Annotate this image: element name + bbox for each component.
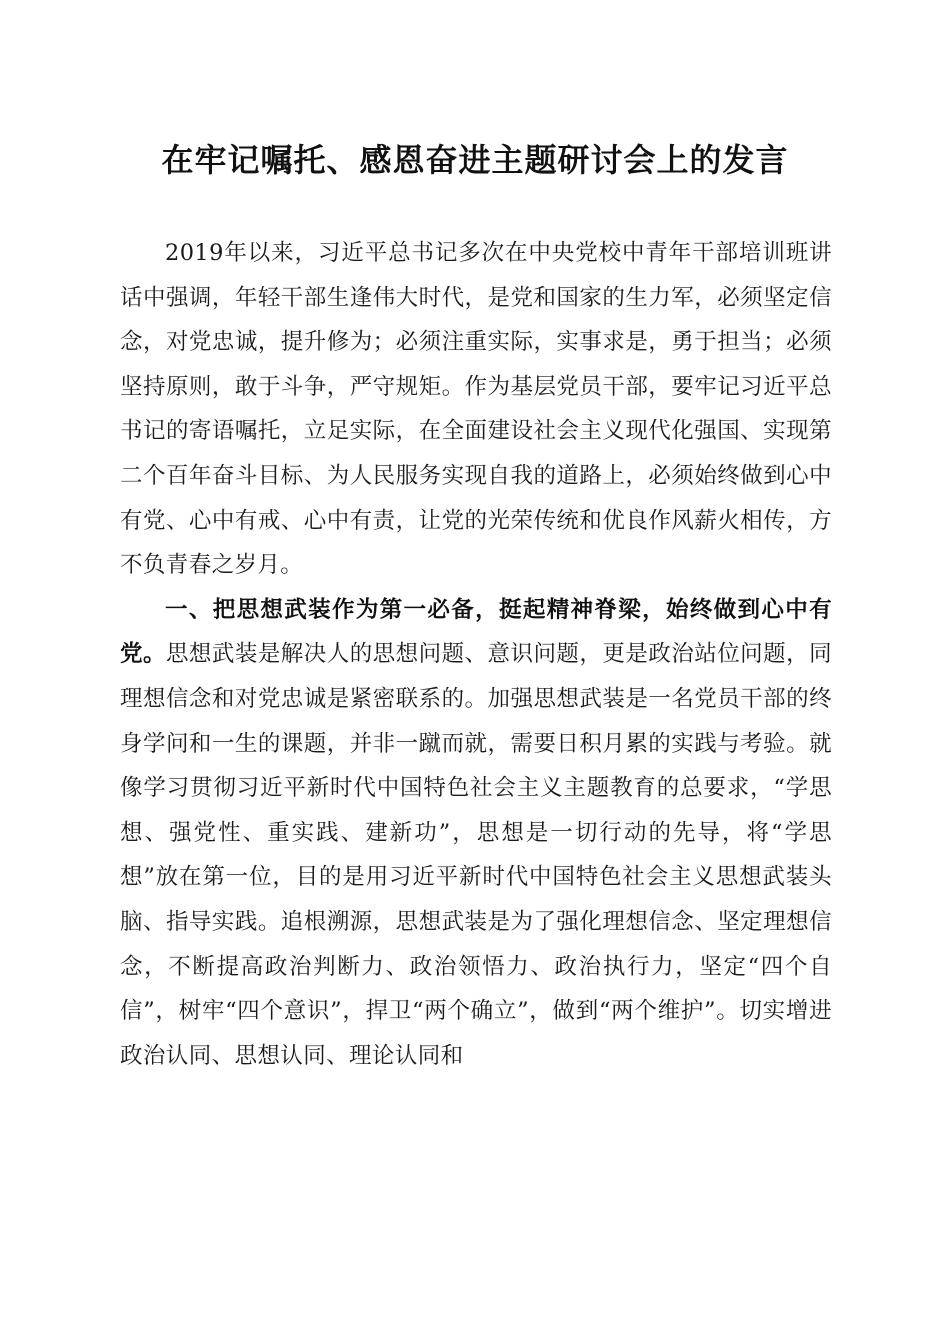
section-one-text: 思想武装是解决人的思想问题、意识问题，更是政治站位问题，同理想信念和对党忠诚是紧密联系的。加强思想武装是一名党员干部的终身学问和一生的课题，并非一蹴而就，需要日积月累的实践与考验。就像学习贯彻习近平新时代中国特色社会主义主题教育的总要求，“学思想、强党性、重实践、建新功”，思想是一切行动的先导，将“学思想”放在第一位，目的是用习近平新时代中国特色社会主义思想武装头脑、指导实践。追根溯源，思想武装是为了强化理想信念、坚定理想信念，不断提高政治判断力、政治领悟力、政治执行力，坚定“四个自信”，树牢“四个意识”，捍卫“两个确立”，做到“两个维护”。切实增进政治认同、思想认同、理论认同和	[120, 641, 832, 1069]
document-body	[120, 231, 832, 1078]
section-one-paragraph	[120, 588, 832, 1079]
section-one-heading: 一、把思想武装作为第一必备，挺起精神脊梁，始终做到心中有党。	[120, 596, 832, 668]
intro-paragraph-text: 2019年以来，习近平总书记多次在中央党校中青年干部培训班讲话中强调，年轻干部生逢伟大时代，是党和国家的生力军，必须坚定信念，对党忠诚，提升修为；必须注重实际，实事求是，勇于担当；必须坚持原则，敢于斗争，严守规矩。作为基层党员干部，要牢记习近平总书记的寄语嘱托，立足实际，在全面建设社会主义现代化强国、实现第二个百年奋斗目标、为人民服务实现自我的道路上，必须始终做到心中有党、心中有戒、心中有责，让党的光荣传统和优良作风薪火相传，方不负青春之岁月。	[120, 240, 832, 579]
document-title: 在牢记嘱托、感恩奋进主题研讨会上的发言	[161, 141, 789, 179]
intro-paragraph	[120, 231, 832, 588]
